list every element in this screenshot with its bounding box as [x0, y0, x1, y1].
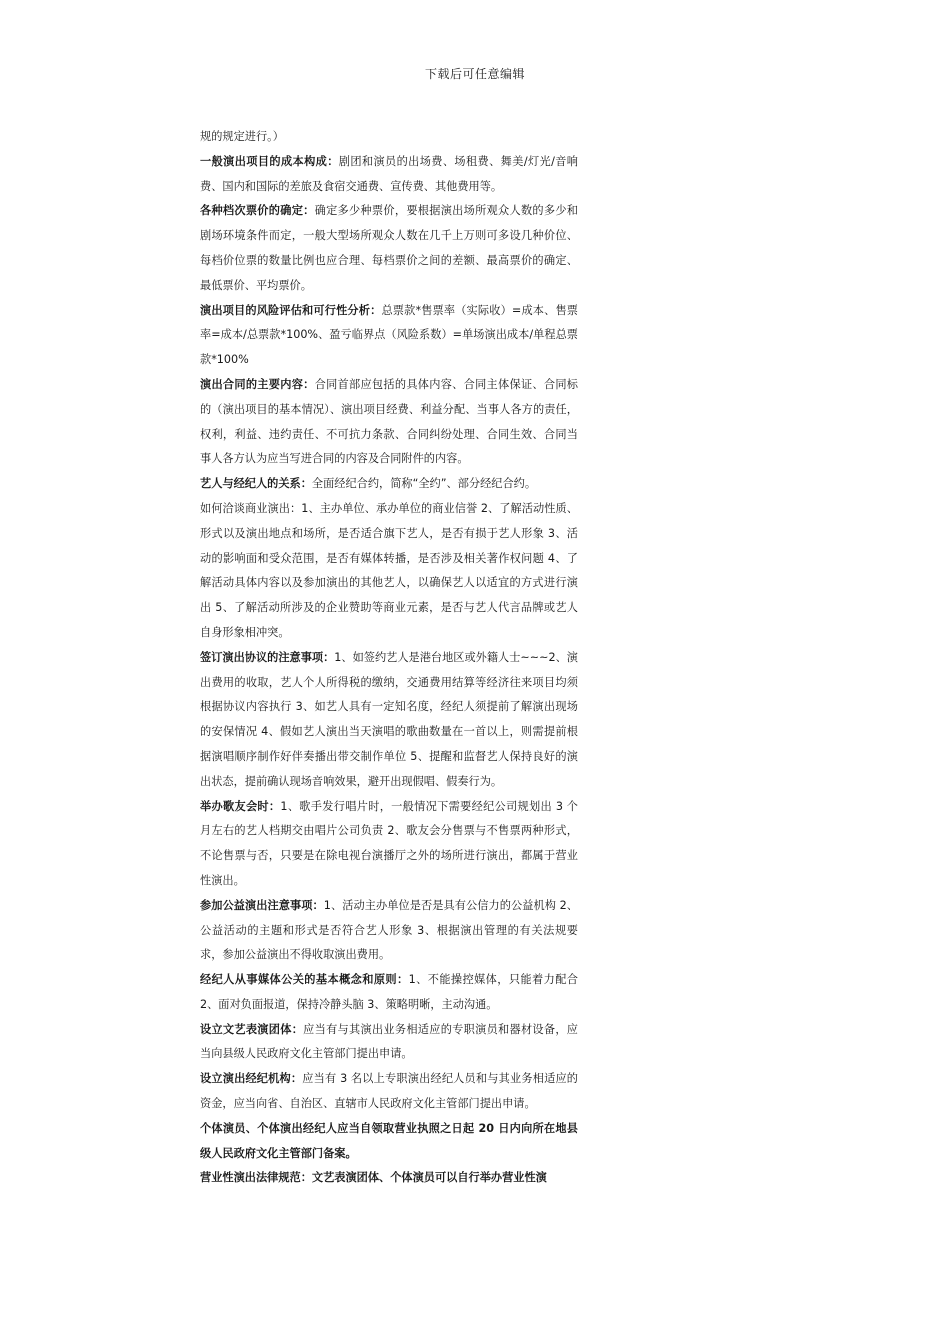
paragraph-title: 艺人与经纪人的关系：: [200, 477, 312, 491]
paragraph-text: 规的规定进行。）: [200, 130, 284, 143]
paragraph: [200, 646, 578, 795]
paragraph-title: 演出合同的主要内容：: [200, 377, 315, 391]
paragraph: [200, 199, 578, 298]
paragraph-title: 演出项目的风险评估和可行性分析：: [200, 303, 382, 317]
paragraph-text: 全面经纪合约，简称“全约”、部分经纪合约。: [311, 477, 537, 491]
paragraph-title: 经纪人从事媒体公关的基本概念和原则：: [200, 973, 409, 987]
paragraph-title: 参加公益演出注意事项：: [200, 898, 324, 912]
paragraph-title: 签订演出协议的注意事项：: [200, 650, 335, 664]
paragraph: [200, 894, 578, 968]
paragraph: [200, 1117, 578, 1167]
paragraph-title: 设立文艺表演团体：: [200, 1022, 304, 1036]
paragraph-title: 个体演员、个体演出经纪人应当自领取营业执照之日起 20 日内向所在地县级人民政府文化主管部门备案。: [200, 1121, 578, 1160]
paragraph-text: 1、活动主办单位是否是具有公信力的公益机构 2、公益活动的主题和形式是否符合艺人形象 3、根据演出管理的有关法规要求，参加公益演出不得收取演出费用。: [200, 898, 578, 962]
paragraph-title: 设立演出经纪机构：: [200, 1072, 303, 1086]
document-body: [200, 125, 578, 1191]
paragraph-title: 举办歌友会时：: [200, 799, 281, 813]
paragraph-text: 如何洽谈商业演出：1、主办单位、承办单位的商业信誉 2、了解活动性质、形式以及演出地点和场所，是否适合旗下艺人，是否有损于艺人形象 3、活动的影响面和受众范围，是否有媒体转播，是否涉及相关著作权问题 4、了解活动具体内容以及参加演出的其他艺人，以确保艺人以适宜的方式进行演出 5、了解活动所涉及的企业赞助等商业元素，是否与艺人代言品牌或艺人自身形象相冲突。: [200, 501, 578, 639]
paragraph-text: 1、如签约艺人是港台地区或外籍人士~~~2、演出费用的收取，艺人个人所得税的缴纳，交通费用结算等经济往来项目均须根据协议内容执行 3、如艺人具有一定知名度，经纪人须提前了解演出现场的安保情况 4、假如艺人演出当天演唱的歌曲数量在一首以上，则需提前根据演唱顺序制作好伴奏播出带交制作单位 5、提醒和监督艺人保持良好的演出状态，提前确认现场音响效果，避开出现假唱、假奏行为。: [200, 650, 578, 788]
paragraph: [200, 795, 578, 894]
paragraph: [200, 968, 578, 1018]
page-header: 下载后可任意编辑: [424, 67, 525, 81]
paragraph: [200, 1067, 578, 1117]
paragraph-title: 各种档次票价的确定：: [200, 204, 315, 218]
paragraph: [200, 150, 578, 200]
paragraph: [200, 1018, 578, 1068]
paragraph-text: 应当有 3 名以上专职演出经纪人员和与其业务相适应的资金，应当向省、自治区、直辖市人民政府文化主管部门提出申请。: [200, 1072, 578, 1111]
paragraph-text: 总票款*售票率（实际收）=成本、售票率=成本/总票款*100%、盈亏临界点（风险系数）=单场演出成本/单程总票款*100%: [200, 303, 578, 367]
paragraph-text: 剧团和演员的出场费、场租费、舞美/灯光/音响费、国内和国际的差旅及食宿交通费、宣传费、其他费用等。: [200, 154, 578, 193]
paragraph-title: 营业性演出法律规范：文艺表演团体、个体演员可以自行举办营业性演: [200, 1171, 547, 1185]
paragraph: [200, 497, 578, 646]
paragraph: [200, 1166, 578, 1191]
paragraph: [200, 299, 578, 373]
paragraph: [200, 472, 578, 497]
paragraph-text: 1、不能操控媒体，只能着力配合 2、面对负面报道，保持冷静头脑 3、策略明晰，主动沟通。: [200, 973, 578, 1011]
paragraph: [200, 125, 578, 150]
paragraph: [200, 373, 578, 472]
paragraph-text: 确定多少种票价，要根据演出场所观众人数的多少和剧场环境条件而定，一般大型场所观众人数在几千上万则可多设几种价位、每档价位票的数量比例也应合理、每档票价之间的差额、最高票价的确定、最低票价、平均票价。: [200, 204, 578, 292]
paragraph-text: 应当有与其演出业务相适应的专职演员和器材设备，应当向县级人民政府文化主管部门提出申请。: [200, 1022, 578, 1061]
paragraph-title: 一般演出项目的成本构成：: [200, 154, 339, 168]
paragraph-text: 合同首部应包括的具体内容、合同主体保证、合同标的（演出项目的基本情况）、演出项目经费、利益分配、当事人各方的责任，权利，利益、违约责任、不可抗力条款、合同纠纷处理、合同生效、合同当事人各方认为应当写进合同的内容及合同附件的内容。: [200, 377, 578, 466]
paragraph-text: 1、歌手发行唱片时，一般情况下需要经纪公司规划出 3 个月左右的艺人档期交由唱片公司负责 2、歌友会分售票与不售票两种形式，不论售票与否，只要是在除电视台演播厅之外的场所进行演出，都属于营业性演出。: [200, 799, 578, 887]
